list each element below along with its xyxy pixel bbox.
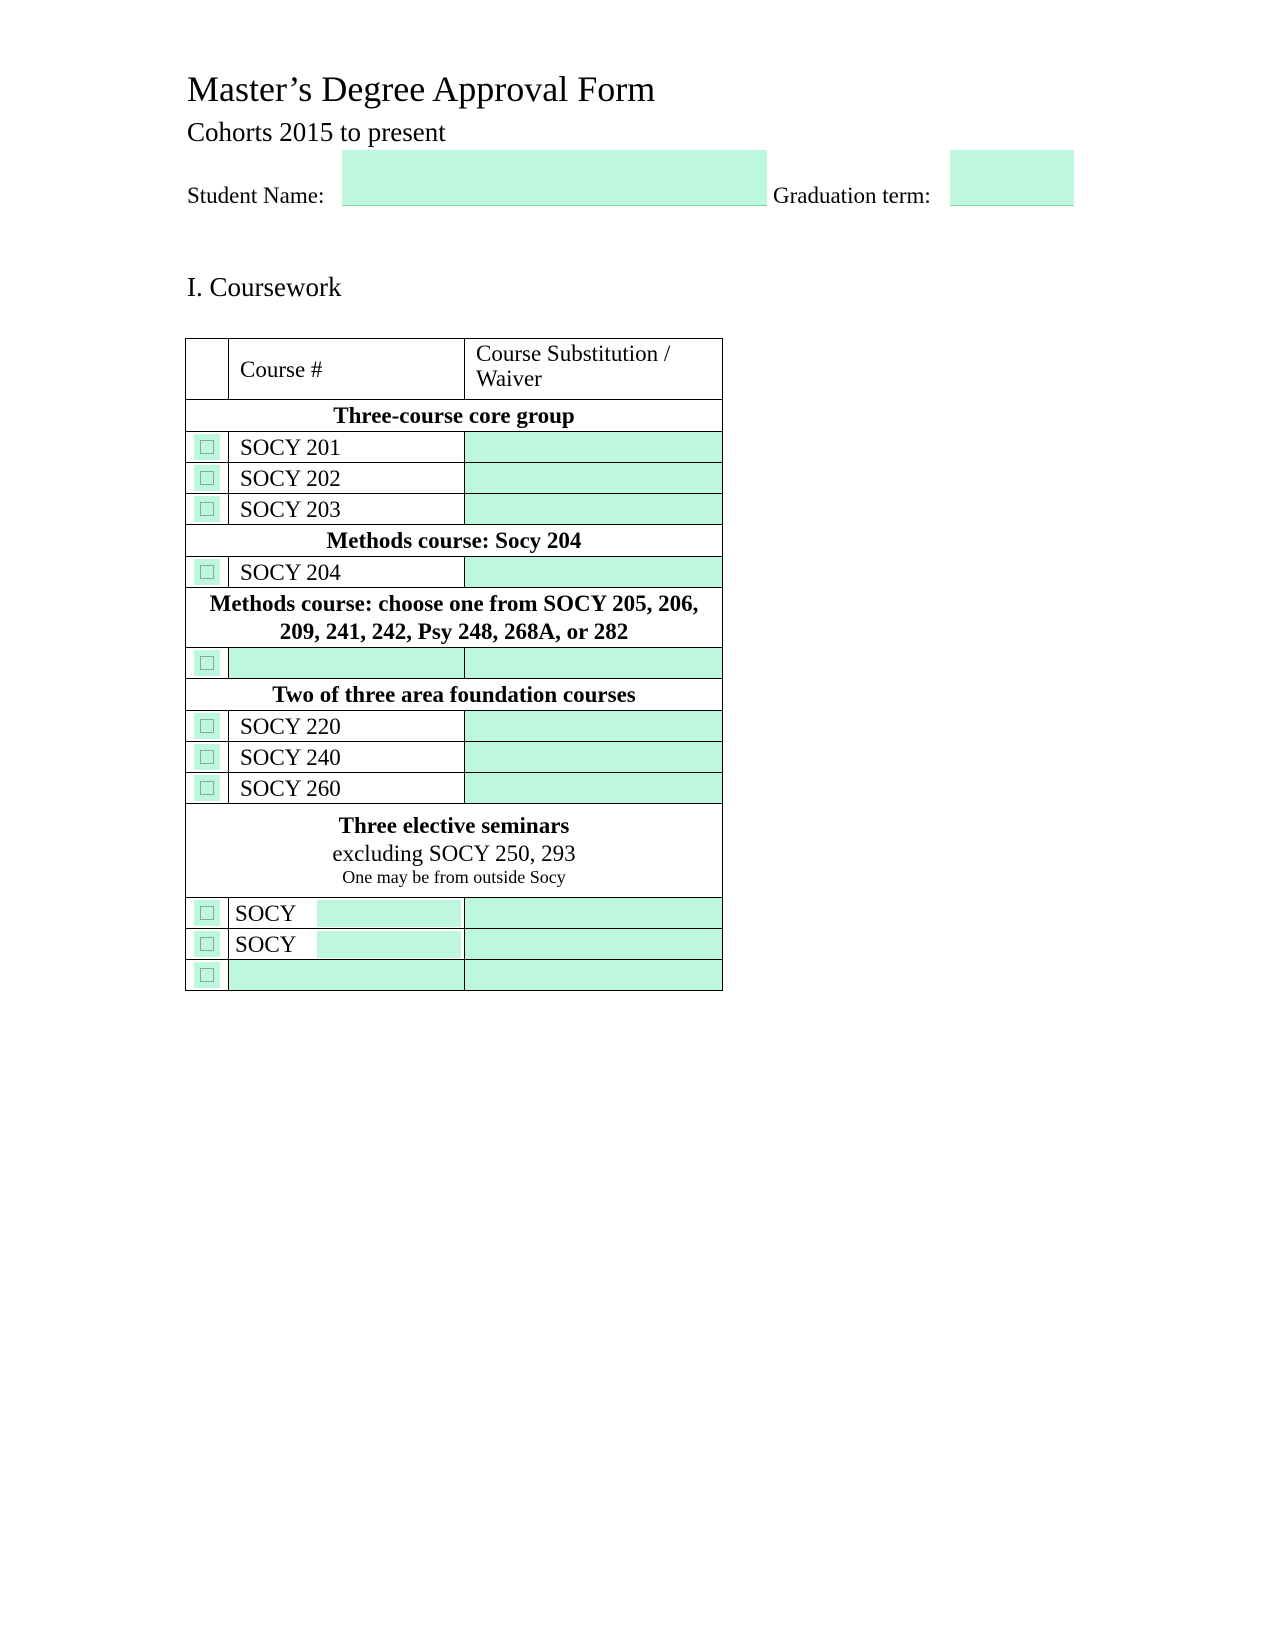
course-number: SOCY 240 bbox=[229, 742, 465, 773]
course-number-field[interactable] bbox=[317, 931, 461, 958]
graduation-term-label: Graduation term: bbox=[773, 183, 931, 208]
student-name-label: Student Name: bbox=[187, 183, 325, 208]
substitution-field[interactable] bbox=[465, 898, 723, 929]
substitution-field[interactable] bbox=[465, 432, 723, 463]
course-number: SOCY 220 bbox=[229, 711, 465, 742]
course-row-202 bbox=[186, 463, 723, 494]
elective-row-1 bbox=[186, 898, 723, 929]
group-row-methods-204 bbox=[186, 525, 723, 557]
substitution-field[interactable] bbox=[465, 463, 723, 494]
checkbox[interactable] bbox=[194, 744, 220, 770]
substitution-field[interactable] bbox=[465, 494, 723, 525]
student-name-field[interactable] bbox=[342, 150, 767, 206]
checkbox[interactable] bbox=[194, 931, 220, 957]
checkbox[interactable] bbox=[194, 496, 220, 522]
course-row-204 bbox=[186, 557, 723, 588]
substitution-field[interactable] bbox=[465, 711, 723, 742]
course-row-203 bbox=[186, 494, 723, 525]
group-row-electives bbox=[186, 804, 723, 898]
group-row-core bbox=[186, 400, 723, 432]
course-number: SOCY 204 bbox=[229, 557, 465, 588]
course-row-260 bbox=[186, 773, 723, 804]
header-check-cell bbox=[186, 339, 229, 400]
course-row-methods-choice bbox=[186, 648, 723, 679]
page-title: Master’s Degree Approval Form bbox=[187, 69, 656, 109]
elective-exclusion-note: excluding SOCY 250, 293 bbox=[332, 840, 576, 866]
page-subtitle: Cohorts 2015 to present bbox=[187, 117, 446, 147]
substitution-field[interactable] bbox=[465, 773, 723, 804]
course-prefix: SOCY bbox=[235, 900, 297, 926]
checkbox[interactable] bbox=[194, 559, 220, 585]
course-row-240 bbox=[186, 742, 723, 773]
substitution-field[interactable] bbox=[465, 929, 723, 960]
course-row-201 bbox=[186, 432, 723, 463]
course-number: SOCY 201 bbox=[229, 432, 465, 463]
course-number: SOCY 260 bbox=[229, 773, 465, 804]
elective-row-2 bbox=[186, 929, 723, 960]
elective-title: Three elective seminars bbox=[338, 813, 570, 839]
course-prefix: SOCY bbox=[235, 931, 297, 957]
coursework-table bbox=[185, 338, 723, 991]
header-substitution: Course Substitution / Waiver bbox=[465, 339, 723, 400]
course-number-field[interactable] bbox=[317, 900, 461, 927]
course-row-220 bbox=[186, 711, 723, 742]
checkbox[interactable] bbox=[194, 650, 220, 676]
checkbox[interactable] bbox=[194, 775, 220, 801]
graduation-term-field[interactable] bbox=[950, 150, 1074, 206]
checkbox[interactable] bbox=[194, 900, 220, 926]
substitution-field[interactable] bbox=[465, 960, 723, 991]
checkbox[interactable] bbox=[194, 465, 220, 491]
elective-row-3 bbox=[186, 960, 723, 991]
section-title: I. Coursework bbox=[187, 272, 342, 302]
course-number-field[interactable] bbox=[229, 960, 465, 991]
group-heading: Methods course: choose one from SOCY 205, 206, 209, 241, 242, Psy 248, 268A, or 282 bbox=[186, 588, 723, 648]
checkbox[interactable] bbox=[194, 962, 220, 988]
group-row-foundation bbox=[186, 679, 723, 711]
course-number-field[interactable] bbox=[229, 648, 465, 679]
substitution-field[interactable] bbox=[465, 557, 723, 588]
substitution-field[interactable] bbox=[465, 742, 723, 773]
substitution-field[interactable] bbox=[465, 648, 723, 679]
header-course-number: Course # bbox=[229, 339, 465, 400]
course-number: SOCY 203 bbox=[229, 494, 465, 525]
group-heading: Two of three area foundation courses bbox=[186, 679, 723, 711]
table-header-row bbox=[186, 339, 723, 400]
course-number: SOCY 202 bbox=[229, 463, 465, 494]
group-heading: Three-course core group bbox=[186, 400, 723, 432]
checkbox[interactable] bbox=[194, 434, 220, 460]
group-heading: Methods course: Socy 204 bbox=[186, 525, 723, 557]
elective-outside-note: One may be from outside Socy bbox=[342, 867, 566, 888]
group-heading bbox=[186, 804, 723, 898]
checkbox[interactable] bbox=[194, 713, 220, 739]
group-row-methods-choice bbox=[186, 588, 723, 648]
